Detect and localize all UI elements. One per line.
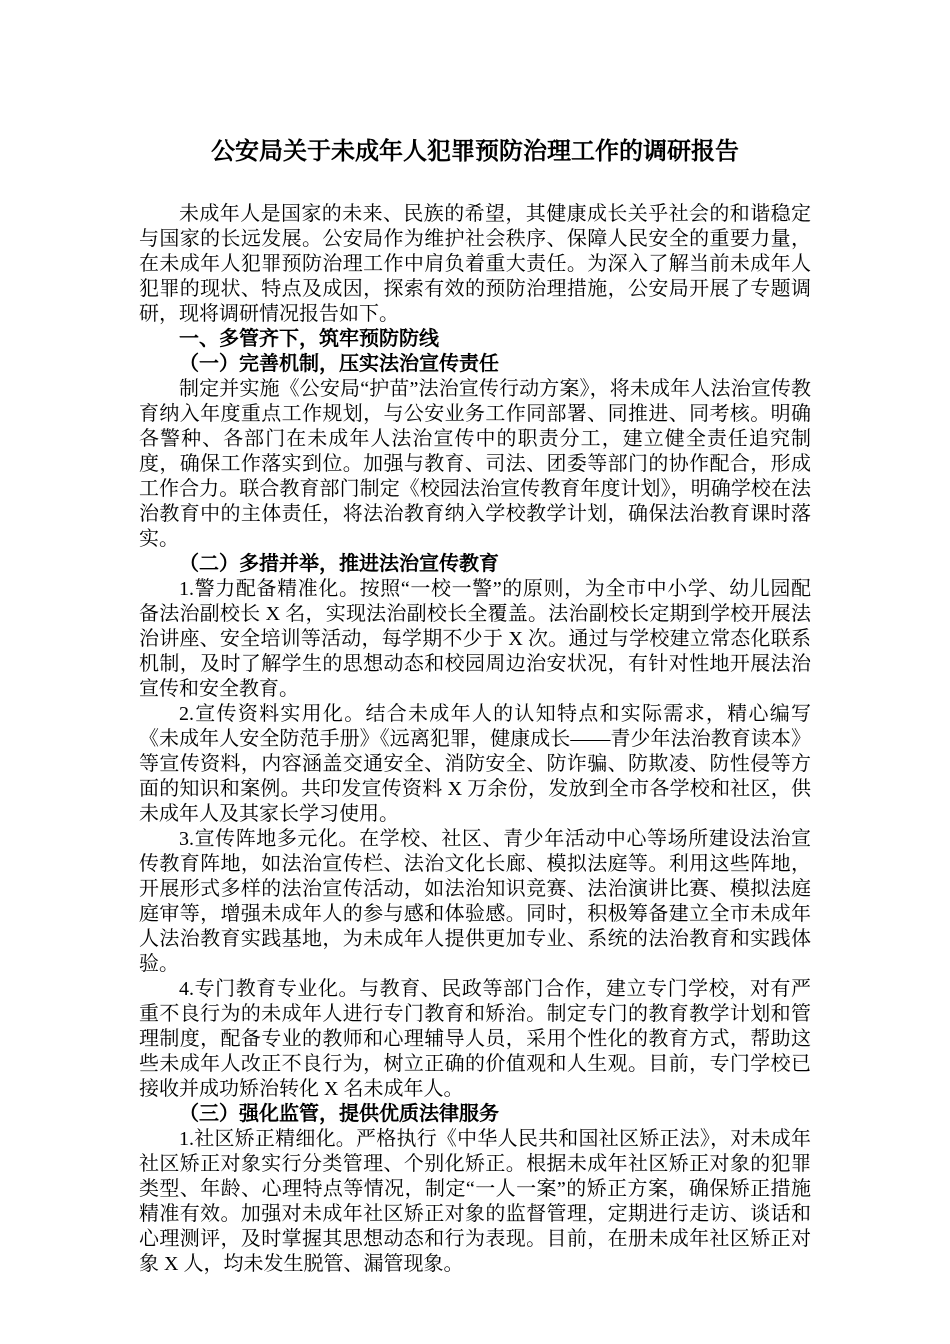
- section-heading-level2: （三）强化监管，提供优质法律服务: [179, 1103, 499, 1125]
- paragraph: 未成年人是国家的未来、民族的希望，其健康成长关乎社会的和谐稳定与国家的长远发展。公安局作为维护社会秩序、保障人民安全的重要力量，在未成年人犯罪预防治理工作中肩负着重大责任。为深入了解当前未成年人犯罪的现状、特点及成因，探索有效的预防治理措施，公安局开展了专题调研，现将调研情况报告如下。: [139, 203, 811, 325]
- document-title: 公安局关于未成年人犯罪预防治理工作的调研报告: [211, 138, 739, 165]
- section-heading-level2: （一）完善机制，压实法治宣传责任: [179, 353, 499, 375]
- paragraph: 3.宣传阵地多元化。在学校、社区、青少年活动中心等场所建设法治宣传教育阵地，如法治宣传栏、法治文化长廊、模拟法庭等。利用这些阵地，开展形式多样的法治宣传活动，如法治知识竞赛、法治演讲比赛、模拟法庭庭审等，增强未成年人的参与感和体验感。同时，积极筹备建立全市未成年人法治教育实践基地，为未成年人提供更加专业、系统的法治教育和实践体验。: [139, 828, 811, 975]
- paragraph: 4.专门教育专业化。与教育、民政等部门合作，建立专门学校，对有严重不良行为的未成年人进行专门教育和矫治。制定专门的教育教学计划和管理制度，配备专业的教师和心理辅导人员，采用个性化的教育方式，帮助这些未成年人改正不良行为，树立正确的价值观和人生观。目前，专门学校已接收并成功矫治转化 X 名未成年人。: [139, 978, 811, 1100]
- paragraph: 1.警力配备精准化。按照“一校一警”的原则，为全市中小学、幼儿园配备法治副校长 X 名，实现法治副校长全覆盖。法治副校长定期到学校开展法治讲座、安全培训等活动，每学期不少于 X 次。通过与学校建立常态化联系机制，及时了解学生的思想动态和校园周边治安状况，有针对性地开展法治宣传和安全教育。: [139, 578, 811, 700]
- section-heading-level1: 一、多管齐下，筑牢预防防线: [179, 328, 439, 350]
- paragraph: 制定并实施《公安局“护苗”法治宣传行动方案》，将未成年人法治宣传教育纳入年度重点工作规划，与公安业务工作同部署、同推进、同考核。明确各警种、各部门在未成年人法治宣传中的职责分工，建立健全责任追究制度，确保工作落实到位。加强与教育、司法、团委等部门的协作配合，形成工作合力。联合教育部门制定《校园法治宣传教育年度计划》，明确学校在法治教育中的主体责任，将法治教育纳入学校教学计划，确保法治教育课时落实。: [139, 378, 811, 550]
- paragraph: 1.社区矫正精细化。严格执行《中华人民共和国社区矫正法》，对未成年社区矫正对象实行分类管理、个别化矫正。根据未成年社区矫正对象的犯罪类型、年龄、心理特点等情况，制定“一人一案”的矫正方案，确保矫正措施精准有效。加强对未成年社区矫正对象的监督管理，定期进行走访、谈话和心理测评，及时掌握其思想动态和行为表现。目前，在册未成年社区矫正对象 X 人，均未发生脱管、漏管现象。: [139, 1128, 811, 1275]
- document-content: [139, 136, 811, 1277]
- paragraph: 2.宣传资料实用化。结合未成年人的认知特点和实际需求，精心编写《未成年人安全防范手册》《远离犯罪，健康成长——青少年法治教育读本》等宣传资料，内容涵盖交通安全、消防安全、防诈骗、防欺凌、防性侵等方面的知识和案例。共印发宣传资料 X 万余份，发放到全市各学校和社区，供未成年人及其家长学习使用。: [139, 703, 811, 825]
- section-heading-level2: （二）多措并举，推进法治宣传教育: [179, 553, 499, 575]
- document-body: [139, 202, 811, 1277]
